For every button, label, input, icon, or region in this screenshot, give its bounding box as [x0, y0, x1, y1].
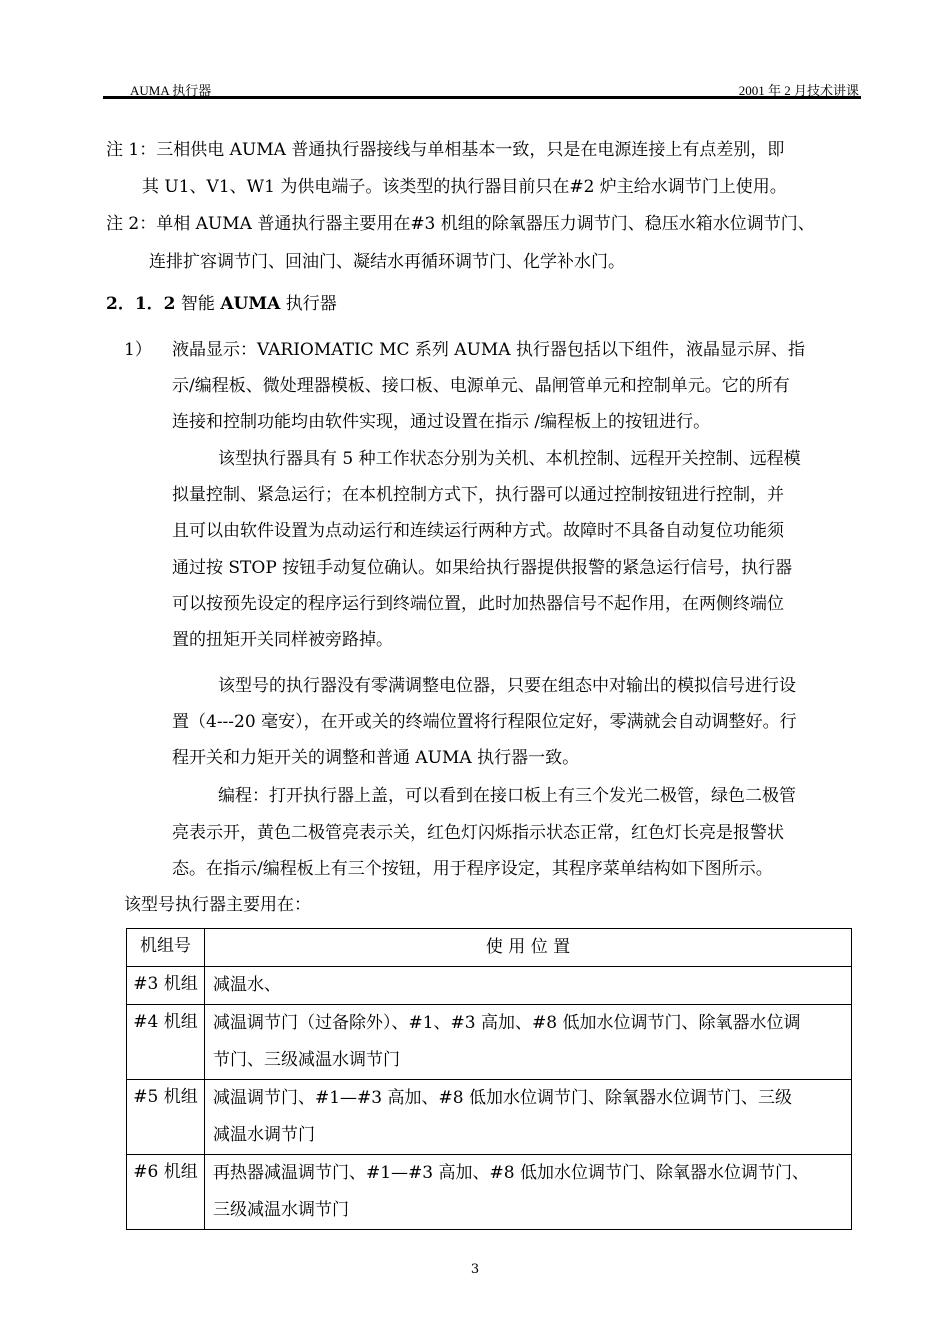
table-intro: 该型号执行器主要用在： — [124, 895, 311, 915]
header-unit: 机组号 — [127, 929, 205, 967]
para-2-line-2: 置（4---20 毫安），在开或关的终端位置将行程限位定好，零满就会自动调整好。行 — [172, 712, 797, 732]
section-title-prefix: 智能 — [180, 294, 215, 314]
row-unit: #5 机组 — [127, 1080, 205, 1155]
section-title-suffix: 执行器 — [285, 294, 337, 314]
para-2-line-3: 程开关和力矩开关的调整和普通 AUMA 执行器一致。 — [172, 748, 580, 768]
header-right-date: 2001 年 2 月技术讲课 — [738, 83, 859, 98]
para-1-line-4: 通过按 STOP 按钮手动复位确认。如果给执行器提供报警的紧急运行信号，执行器 — [172, 558, 793, 578]
header-location: 使 用 位 置 — [205, 929, 852, 967]
table-header-row — [127, 929, 852, 967]
item-1-line-3: 连接和控制功能均由软件实现，通过设置在指示 /编程板上的按钮进行。 — [172, 412, 711, 432]
page-header — [103, 78, 861, 96]
para-3-line-2: 亮表示开，黄色二极管亮表示关，红色灯闪烁指示状态正常，红色灯长亮是报警状 — [172, 823, 784, 843]
table-row — [127, 967, 852, 1005]
row-location: 减温水、 — [205, 967, 852, 1005]
note-2-line-1: 注 2：单相 AUMA 普通执行器主要用在#3 机组的除氧器压力调节门、稳压水箱水位调节门、 — [106, 214, 815, 234]
para-1-line-6: 置的扭矩开关同样被旁路掉。 — [172, 630, 393, 650]
section-title-bold: AUMA — [220, 294, 281, 314]
page-number: 3 — [470, 1262, 480, 1277]
row-location: 减温调节门（过备除外）、#1、#3 高加、#8 低加水位调节门、除氧器水位调 节门、三级减温水调节门 — [205, 1005, 852, 1080]
note-1-line-1: 注 1：三相供电 AUMA 普通执行器接线与单相基本一致，只是在电源连接上有点差别，即 — [106, 140, 785, 160]
header-left-title: AUMA 执行器 — [130, 83, 212, 98]
row-location: 减温调节门、#1—#3 高加、#8 低加水位调节门、除氧器水位调节门、三级 减温水调节门 — [205, 1080, 852, 1155]
item-1-line-1: 液晶显示：VARIOMATIC MC 系列 AUMA 执行器包括以下组件，液晶显示屏、指 — [172, 340, 805, 360]
row-unit: #4 机组 — [127, 1005, 205, 1080]
note-1-line-2: 其 U1、V1、W1 为供电端子。该类型的执行器目前只在#2 炉主给水调节门上使用。 — [142, 177, 787, 197]
section-number: 2．1．2 — [106, 294, 176, 314]
para-3-line-1: 编程：打开执行器上盖，可以看到在接口板上有三个发光二极管，绿色二极管 — [218, 786, 796, 806]
table-row — [127, 1005, 852, 1080]
item-1-line-2: 示/编程板、微处理器模板、接口板、电源单元、晶闸管单元和控制单元。它的所有 — [172, 376, 790, 396]
note-2-line-2: 连排扩容调节门、回油门、凝结水再循环调节门、化学补水门。 — [149, 252, 625, 272]
para-3-line-3: 态。在指示/编程板上有三个按钮，用于程序设定，其程序菜单结构如下图所示。 — [172, 859, 773, 879]
para-2-line-1: 该型号的执行器没有零满调整电位器，只要在组态中对输出的模拟信号进行设 — [218, 676, 796, 696]
table-row — [127, 1080, 852, 1155]
para-1-line-5: 可以按预先设定的程序运行到终端位置，此时加热器信号不起作用，在两侧终端位 — [172, 594, 784, 614]
para-1-line-1: 该型执行器具有 5 种工作状态分别为关机、本机控制、远程开关控制、远程模 — [218, 449, 801, 469]
para-1-line-2: 拟量控制、紧急运行；在本机控制方式下，执行器可以通过控制按钮进行控制，并 — [172, 485, 784, 505]
section-heading — [106, 293, 337, 315]
item-1-marker: 1） — [124, 340, 152, 360]
row-location: 再热器减温调节门、#1—#3 高加、#8 低加水位调节门、除氧器水位调节门、 三级减温水调节门 — [205, 1155, 852, 1230]
row-unit: #6 机组 — [127, 1155, 205, 1230]
row-unit: #3 机组 — [127, 967, 205, 1005]
header-divider — [103, 96, 861, 99]
usage-table — [126, 928, 852, 1230]
table-row — [127, 1155, 852, 1230]
para-1-line-3: 且可以由软件设置为点动运行和连续运行两种方式。故障时不具备自动复位功能须 — [172, 521, 784, 541]
